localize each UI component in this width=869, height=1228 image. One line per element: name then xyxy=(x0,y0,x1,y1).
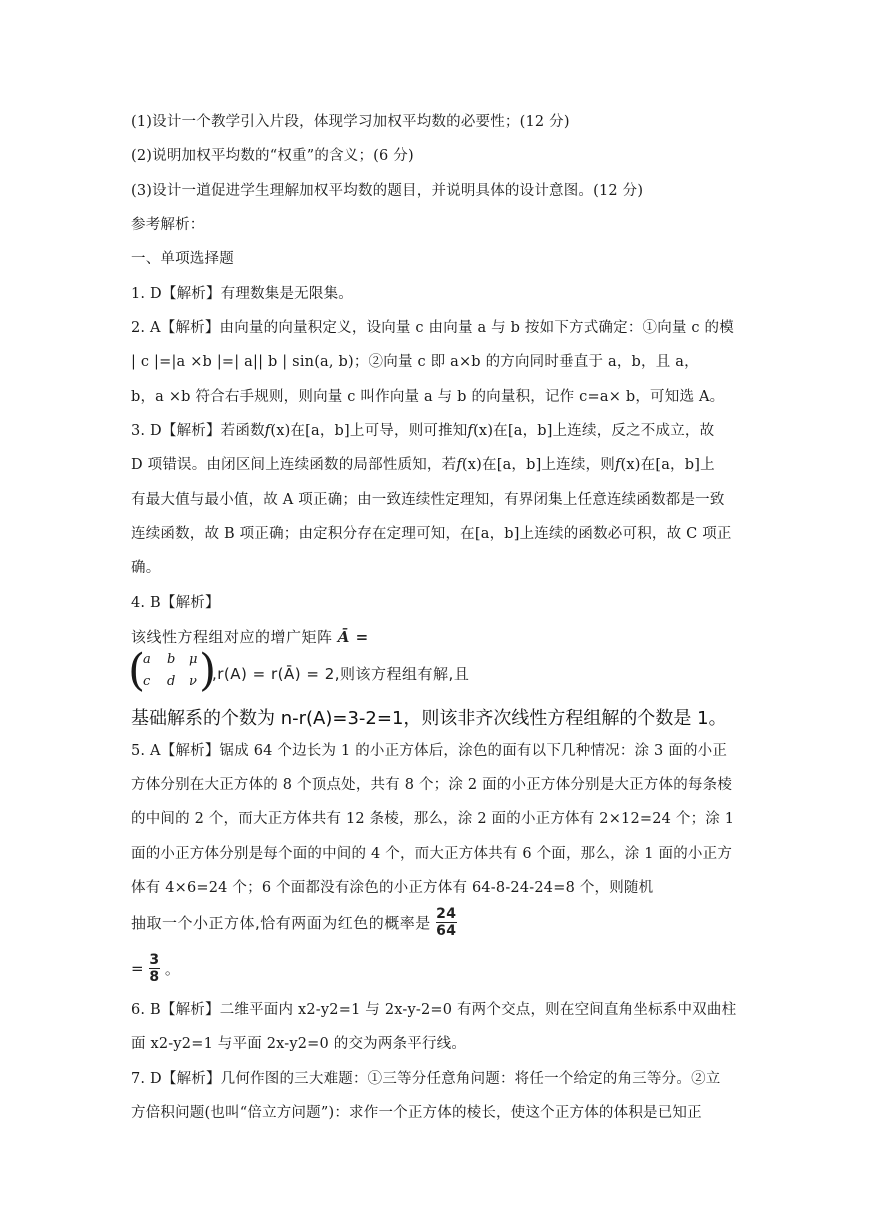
section-heading: 一、单项选择题 xyxy=(131,251,234,267)
text: 该线性方程组对应的增广矩阵 xyxy=(131,628,333,646)
matrix-cell: a xyxy=(143,652,151,667)
probability-line xyxy=(131,906,457,939)
answer-3-line-1 xyxy=(131,421,714,441)
answer-6-line-1: 6. B【解析】二维平面内 x2-y2=1 与 2x-y-2=0 有两个交点，则在空间直角坐标系中双曲柱 xyxy=(131,1002,737,1018)
augmented-matrix xyxy=(128,645,217,696)
period: 。 xyxy=(164,960,181,978)
answer-3-line-5: 确。 xyxy=(131,560,161,576)
answer-7-line-2: 方倍积问题(也叫“倍立方问题”)：求作一个正方体的棱长，使这个正方体的体积是已知正 xyxy=(131,1105,702,1121)
answer-4: 4. B【解析】 xyxy=(131,595,220,611)
f-symbol: f xyxy=(614,457,621,473)
text: 抽取一个小正方体,恰有两面为红色的概率是 xyxy=(131,914,431,932)
question-1: (1)设计一个教学引入片段，体现学习加权平均数的必要性；(12 分) xyxy=(131,114,570,130)
matrix-cell: b xyxy=(167,652,176,667)
answer-7-line-1: 7. D【解析】几何作图的三大难题：①三等分任意角问题：将任一个给定的角三等分。②立 xyxy=(131,1071,721,1087)
answer-3-line-3: 有最大值与最小值，故 A 项正确；由一致连续性定理知，有界闭集上任意连续函数都是一致 xyxy=(131,492,725,508)
numerator: 3 xyxy=(149,952,160,968)
text: (x)在[a，b]上连续，则 xyxy=(461,457,615,473)
answer-6-line-2: 面 x2-y2=1 与平面 2x-y2=0 的交为两条平行线。 xyxy=(131,1036,467,1052)
text: (x)在[a，b]上 xyxy=(620,457,715,473)
fraction-24-64 xyxy=(436,906,456,939)
answer-5-line-3: 的中间的 2 个，而大正方体共有 12 条棱，那么，涂 2 面的小正方体有 2×12=24 个；涂 1 xyxy=(131,811,735,827)
answer-2-line-3: b，a ×b 符合右手规则，则向量 c 叫作向量 a 与 b 的向量积，记作 c=a× b，可知选 A。 xyxy=(131,389,725,405)
text: 3. D【解析】若函数 xyxy=(131,423,265,439)
f-symbol: f xyxy=(467,423,474,439)
right-paren: ) xyxy=(199,645,217,696)
numerator: 24 xyxy=(436,906,457,922)
answer-1: 1. D【解析】有理数集是无限集。 xyxy=(131,286,353,302)
text: D 项错误。由闭区间上连续函数的局部性质知，若 xyxy=(131,457,457,473)
f-symbol: f xyxy=(456,457,462,473)
text: (x)在[a，b]上连续，反之不成立，故 xyxy=(473,423,715,439)
answer-2-line-1: 2. A【解析】由向量的向量积定义，设向量 c 由向量 a 与 b 按如下方式确定：①向量 c 的模 xyxy=(131,320,734,336)
probability-result xyxy=(131,952,180,985)
answer-5-line-1: 5. A【解析】锯成 64 个边长为 1 的小正方体后，涂色的面有以下几种情况：涂 3 面的小正 xyxy=(131,743,728,759)
matrix-caption xyxy=(131,626,369,647)
denominator: 64 xyxy=(436,923,457,939)
denominator: 8 xyxy=(149,969,160,985)
reference-heading: 参考解析： xyxy=(131,217,205,233)
question-2: (2)说明加权平均数的“权重”的含义；(6 分) xyxy=(131,148,414,164)
matrix-cell: d xyxy=(167,674,176,689)
matrix-cell: c xyxy=(143,674,151,689)
matrix-cell: μ xyxy=(189,652,198,667)
answer-5-line-5: 体有 4×6=24 个；6 个面都没有涂色的小正方体有 64-8-24-24=8 个，则随机 xyxy=(131,880,654,896)
f-symbol: f xyxy=(264,423,271,439)
text: (x)在[a，b]上可导，则可推知 xyxy=(270,423,468,439)
question-3: (3)设计一道促进学生理解加权平均数的题目，并说明具体的设计意图。(12 分) xyxy=(131,183,644,199)
answer-5-line-2: 方体分别在大正方体的 8 个顶点处，共有 8 个；涂 2 面的小正方体分别是大正方体的每条棱 xyxy=(131,777,733,793)
rank-statement: ,r(A) = r(Ā) = 2,则该方程组有解,且 xyxy=(212,665,470,683)
matrix-cell: ν xyxy=(189,674,197,689)
solution-count-line: 基础解系的个数为 n-r(A)=3-2=1，则该非齐次线性方程组解的个数是 1。 xyxy=(131,708,727,729)
answer-2-line-2: | c |=|a ×b |=| a|| b | sin(a, b)；②向量 c 即 a×b 的方向同时垂直于 a，b，且 a， xyxy=(131,354,699,370)
fraction-3-8 xyxy=(149,952,159,985)
answer-3-line-4: 连续函数，故 B 项正确；由定积分存在定理可知，在[a，b]上连续的函数必可积，故 C 项正 xyxy=(131,526,732,542)
augmented-matrix-symbol: Ā = xyxy=(337,628,369,646)
answer-5-line-4: 面的小正方体分别是每个面的中间的 4 个，而大正方体共有 6 个面，那么，涂 1 面的小正方 xyxy=(131,846,733,862)
answer-3-line-2 xyxy=(131,455,715,475)
left-paren: ( xyxy=(128,645,146,696)
equals-sign: = xyxy=(131,959,145,978)
